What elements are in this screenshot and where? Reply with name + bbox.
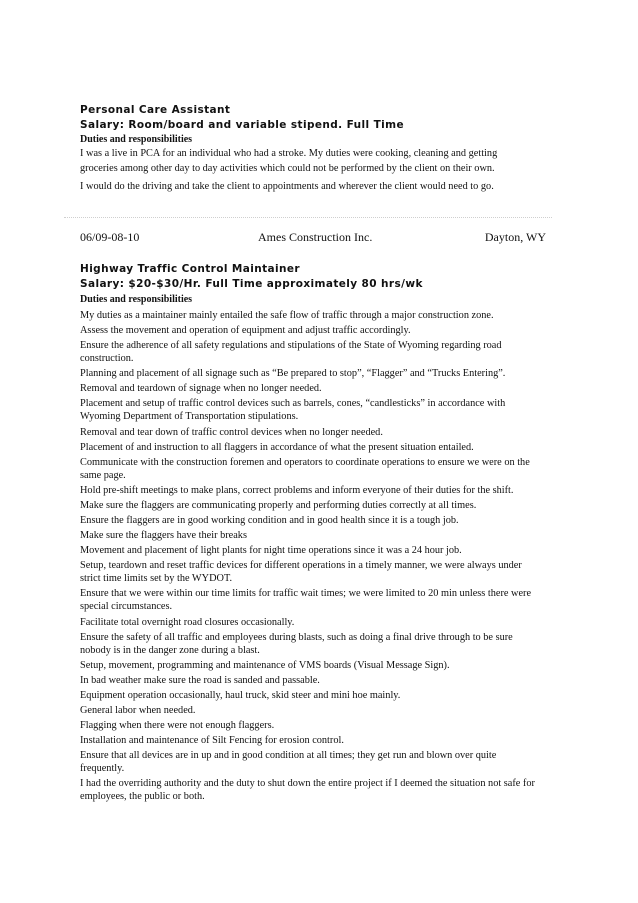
duty-line: same page. bbox=[80, 469, 126, 481]
duty-line: Ensure the adherence of all safety regulations and stipulations of the State of Wyoming regarding road bbox=[80, 340, 502, 352]
duty-line: Movement and placement of light plants for night time operations since it was a 24 hour job. bbox=[80, 545, 462, 557]
duty-line: frequently. bbox=[80, 763, 125, 775]
duty-line: Placement and setup of traffic control devices such as barrels, cones, “candlesticks” in accordance with bbox=[80, 398, 506, 410]
duty-line: General labor when needed. bbox=[80, 704, 196, 716]
duty-line: Setup, movement, programming and maintenance of VMS boards (Visual Message Sign). bbox=[80, 659, 450, 671]
duty-line: Placement of and instruction to all flaggers in accordance of what the present situation entailed. bbox=[80, 441, 474, 453]
duty-line: Facilitate total overnight road closures occasionally. bbox=[80, 616, 295, 628]
job-salary: Salary: $20-$30/Hr. Full Time approximately 80 hrs/wk bbox=[80, 278, 423, 290]
duty-line: Setup, teardown and reset traffic devices for different operations in a timely manner, we were always under bbox=[80, 560, 522, 572]
duty-line: Wyoming Department of Transportation stipulations. bbox=[80, 411, 299, 423]
job-company: Ames Construction Inc. bbox=[258, 230, 373, 244]
job-entry-traffic-control bbox=[80, 262, 552, 805]
job-salary: Salary: Room/board and variable stipend. Full Time bbox=[80, 119, 405, 131]
duty-line: I would do the driving and take the client to appointments and wherever the client would need to go. bbox=[80, 181, 494, 193]
duty-line: Make sure the flaggers have their breaks bbox=[80, 530, 247, 542]
duty-line: I was a live in PCA for an individual who had a stroke. My duties were cooking, cleaning and getting bbox=[80, 148, 498, 159]
duty-line: construction. bbox=[80, 353, 134, 365]
duty-line: In bad weather make sure the road is sanded and passable. bbox=[80, 674, 320, 686]
job-title: Highway Traffic Control Maintainer bbox=[80, 263, 300, 275]
duty-line: Ensure the safety of all traffic and employees during blasts, such as doing a final drive through to be sure bbox=[80, 631, 513, 643]
duty-line: employees, the public or both. bbox=[80, 791, 205, 803]
section-divider bbox=[64, 217, 552, 218]
duty-line: Ensure that all devices are in up and in good condition at all times; they get run and blown over quite bbox=[80, 750, 497, 762]
duty-line: special circumstances. bbox=[80, 601, 173, 613]
duty-line: Make sure the flaggers are communicating properly and performing duties correctly at all times. bbox=[80, 499, 477, 511]
job-location: Dayton, WY bbox=[484, 230, 546, 244]
duty-line: Removal and tear down of traffic control devices when no longer needed. bbox=[80, 426, 383, 438]
job-header-row bbox=[80, 230, 546, 246]
duties-list bbox=[80, 309, 552, 803]
job-entry-pca bbox=[80, 103, 552, 195]
duty-line: Equipment operation occasionally, haul truck, skid steer and mini hoe mainly. bbox=[80, 689, 401, 701]
job-dates: 06/09-08-10 bbox=[80, 230, 140, 244]
duty-line: Installation and maintenance of Silt Fencing for erosion control. bbox=[80, 735, 344, 747]
duty-line: Communicate with the construction foremen and operators to coordinate operations to ensure we were on the bbox=[80, 456, 530, 468]
duty-line: nobody is in the danger zone during a blast. bbox=[80, 644, 260, 656]
duties-heading: Duties and responsibilities bbox=[80, 294, 193, 305]
duty-line: Planning and placement of all signage such as “Be prepared to stop”, “Flagger” and “Trucks Entering”. bbox=[80, 368, 506, 380]
duty-line: Hold pre-shift meetings to make plans, correct problems and inform everyone of their duties for the shift. bbox=[80, 484, 514, 496]
duty-line: strict time limits set by the WYDOT. bbox=[80, 573, 233, 585]
duty-line: My duties as a maintainer mainly entailed the safe flow of traffic through a major construction zone. bbox=[80, 310, 494, 321]
duty-line: Removal and teardown of signage when no longer needed. bbox=[80, 383, 322, 395]
duty-line: Flagging when there were not enough flaggers. bbox=[80, 720, 275, 732]
duties-heading: Duties and responsibilities bbox=[80, 134, 193, 145]
duty-line: Ensure the flaggers are in good working condition and in good health since it is a tough job. bbox=[80, 515, 459, 527]
duties-list bbox=[80, 147, 552, 193]
duty-line: I had the overriding authority and the duty to shut down the entire project if I deemed the situation not safe for bbox=[80, 778, 535, 790]
duty-line: Assess the movement and operation of equipment and adjust traffic accordingly. bbox=[80, 325, 411, 337]
duty-line: Ensure that we were within our time limits for traffic wait times; we were limited to 20 min unless there were bbox=[80, 588, 532, 600]
job-title: Personal Care Assistant bbox=[80, 104, 231, 116]
duty-line: groceries among other day to day activities which could not be performed by the client on their own. bbox=[80, 163, 495, 175]
